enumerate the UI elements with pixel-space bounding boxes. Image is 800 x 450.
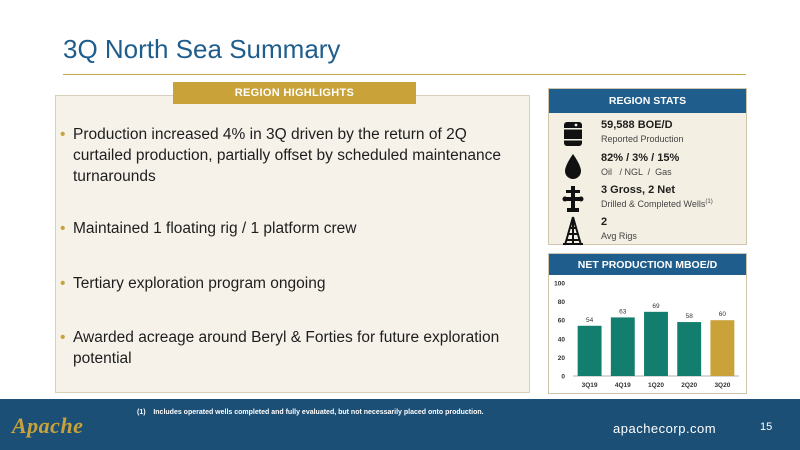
- bullet-icon: •: [60, 220, 66, 237]
- stat-value: 2: [601, 216, 608, 228]
- stat-label: Oil / NGL / Gas: [601, 167, 672, 177]
- drilling-rig-icon: [561, 216, 585, 246]
- x-tick-label: 3Q19: [581, 382, 598, 389]
- data-label: 63: [619, 308, 627, 316]
- bar-2Q20: [677, 322, 701, 376]
- stat-label: Reported Production: [601, 134, 684, 144]
- stat-value: 82% / 3% / 15%: [601, 152, 680, 164]
- y-tick-label: 40: [557, 336, 565, 344]
- bullet-icon: •: [60, 329, 66, 346]
- stats-panel: [548, 88, 747, 245]
- stat-row-rigs: [549, 216, 746, 246]
- bullet-item: • Awarded acreage around Beryl & Forties for future exploration potential: [60, 329, 500, 367]
- stat-value: 3 Gross, 2 Net: [601, 184, 675, 196]
- data-label: 54: [585, 316, 594, 324]
- stat-row-mix: [549, 152, 746, 182]
- bar-4Q19: [611, 317, 635, 376]
- oil-barrel-icon: [561, 119, 585, 149]
- production-bar-chart: [549, 275, 746, 393]
- data-label: 58: [685, 313, 693, 321]
- x-tick-label: 2Q20: [681, 382, 698, 389]
- y-tick-label: 80: [557, 299, 565, 307]
- bullet-icon: •: [60, 275, 66, 292]
- x-tick-label: 1Q20: [648, 382, 664, 389]
- footnote-marker: (1): [705, 199, 713, 205]
- website-link[interactable]: apachecorp.com: [613, 421, 717, 436]
- stat-label: Avg Rigs: [601, 231, 637, 241]
- bullet-item: • Production increased 4% in 3Q driven by the return of 2Q curtailed production, partially offset by scheduled maintenance turnarounds: [60, 126, 501, 185]
- bar-3Q19: [578, 326, 602, 376]
- data-label: 60: [718, 311, 727, 319]
- stat-row-wells: [549, 184, 746, 214]
- page-number: 15: [760, 421, 773, 433]
- stat-value: 59,588 BOE/D: [601, 119, 673, 131]
- stat-label: Drilled & Completed Wells$^{(1)}$: [601, 199, 713, 209]
- bullet-item: • Tertiary exploration program ongoing: [60, 275, 326, 292]
- title-divider: [63, 74, 746, 75]
- page-title: 3Q North Sea Summary: [63, 34, 341, 64]
- highlights-header: REGION HIGHLIGHTS: [173, 82, 416, 104]
- oil-drop-icon: [561, 152, 585, 182]
- x-tick-label: 3Q20: [714, 382, 731, 389]
- footnote: (1) Includes operated wells completed and fully evaluated, but not necessarily placed onto production.: [137, 409, 484, 416]
- stats-header: REGION STATS: [549, 89, 746, 113]
- y-tick-label: 0: [561, 373, 565, 381]
- chart-header: NET PRODUCTION MBOE/D: [549, 254, 746, 275]
- bar-1Q20: [644, 312, 668, 376]
- bullet-item: • Maintained 1 floating rig / 1 platform crew: [60, 220, 357, 237]
- bullet-icon: •: [60, 126, 66, 143]
- footer-bar: [0, 399, 800, 450]
- y-tick-label: 20: [557, 354, 565, 362]
- stat-row-production: [549, 119, 746, 149]
- x-tick-label: 4Q19: [614, 382, 631, 389]
- bar-3Q20: [710, 320, 734, 376]
- y-tick-label: 100: [554, 280, 565, 288]
- data-label: 69: [652, 302, 660, 310]
- y-tick-label: 60: [557, 317, 565, 325]
- production-chart-panel: [548, 253, 747, 394]
- wellhead-icon: [561, 184, 585, 214]
- company-logo: Apache: [12, 413, 84, 438]
